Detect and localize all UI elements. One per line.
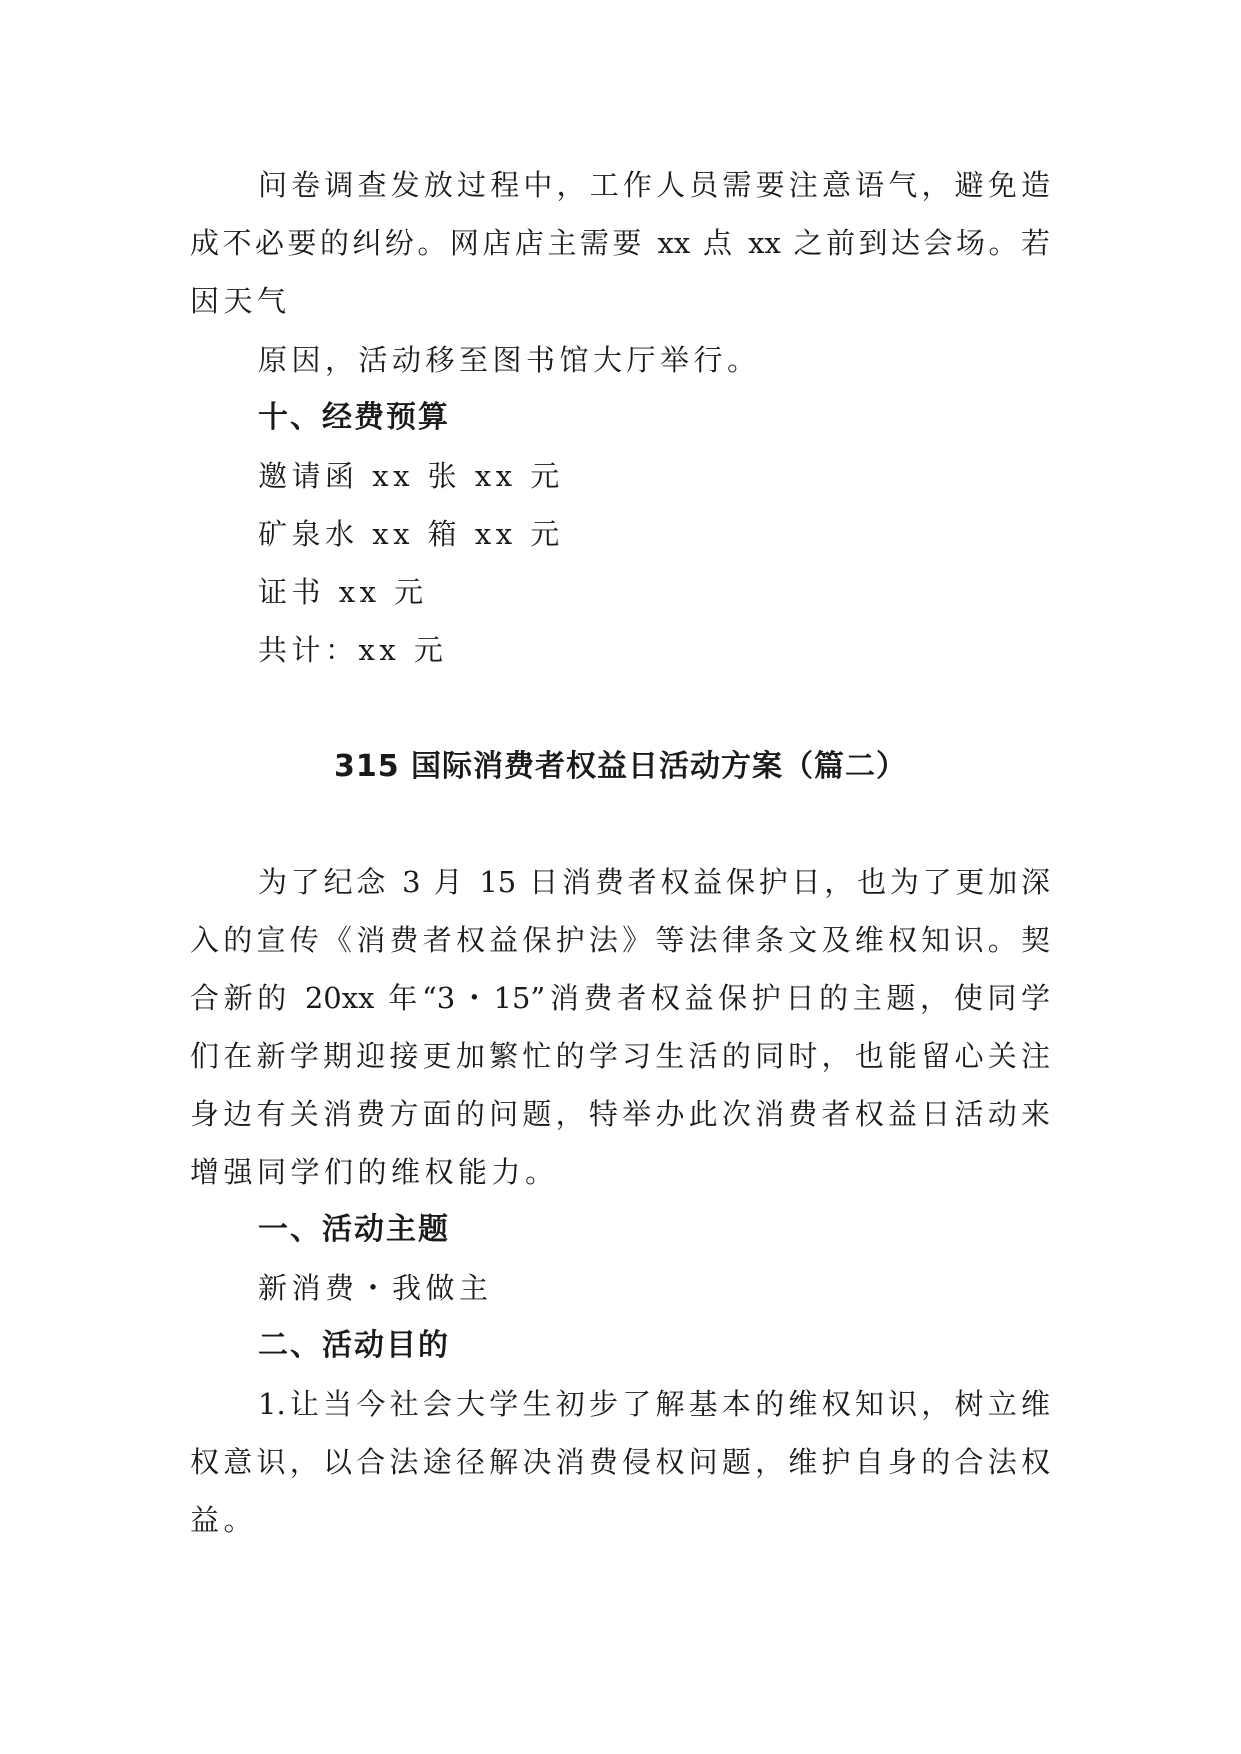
paragraph-line: 入的宣传《消费者权益保护法》等法律条文及维权知识。契 [190,923,1050,957]
paragraph-line: 益。 [190,1503,258,1537]
budget-item: 证书 xx 元 [258,575,428,609]
paragraph-line: 原因，活动移至图书馆大厅举行。 [258,343,761,377]
paragraph-line: 为了纪念 3 月 15 日消费者权益保护日，也为了更加深 [258,865,1050,899]
paragraph-line: 权意识，以合法途径解决消费侵权问题，维护自身的合法权 [190,1445,1050,1479]
budget-item: 邀请函 xx 张 xx 元 [258,459,564,493]
section-heading-budget: 十、经费预算 [258,400,450,435]
budget-item: 矿泉水 xx 箱 xx 元 [258,517,564,551]
document-title: 315 国际消费者权益日活动方案（篇二） [333,749,908,784]
section-heading-purpose: 二、活动目的 [258,1328,450,1363]
section-heading-theme: 一、活动主题 [258,1212,450,1247]
theme-text: 新消费・我做主 [258,1271,493,1305]
paragraph-line: 问卷调查发放过程中，工作人员需要注意语气，避免造 [258,168,1050,202]
paragraph-line: 因天气 [190,284,291,318]
budget-item: 共计：xx 元 [258,633,448,667]
paragraph-line: 成不必要的纠纷。网店店主需要 xx 点 xx 之前到达会场。若 [190,226,1050,260]
paragraph-line: 们在新学期迎接更加繁忙的学习生活的同时，也能留心关注 [190,1039,1050,1073]
paragraph-line: 增强同学们的维权能力。 [190,1155,559,1189]
paragraph-line: 合新的 20xx 年“3・15”消费者权益保护日的主题，使同学 [190,981,1050,1015]
paragraph-line: 身边有关消费方面的问题，特举办此次消费者权益日活动来 [190,1097,1050,1131]
paragraph-line: 1.让当今社会大学生初步了解基本的维权知识，树立维 [258,1387,1050,1421]
